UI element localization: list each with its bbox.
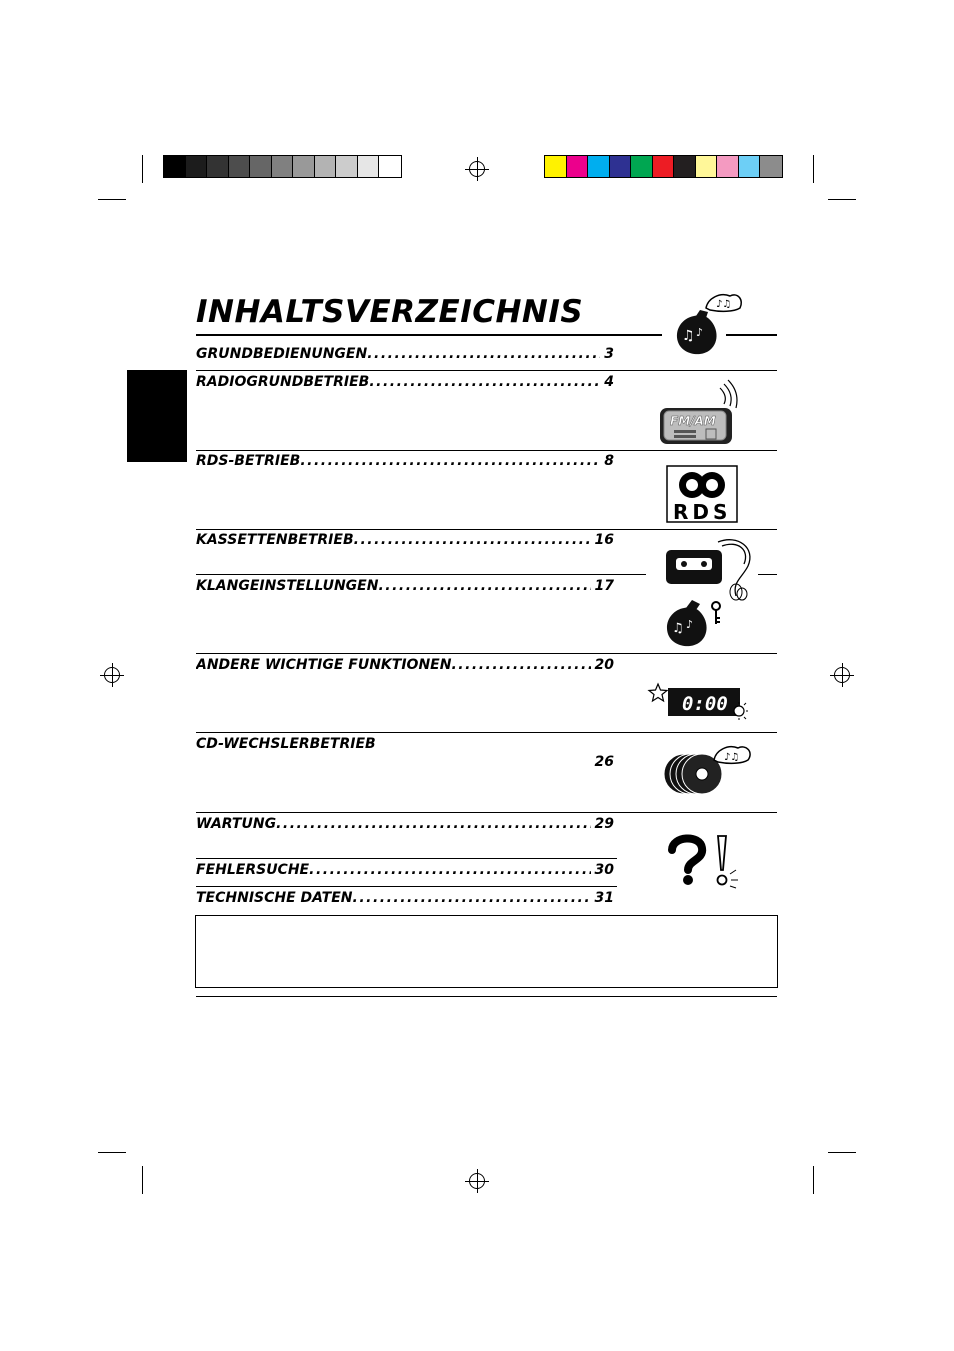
toc-leader xyxy=(353,890,591,906)
color-swatch xyxy=(610,156,632,177)
grayscale-swatch xyxy=(229,156,251,177)
section-divider xyxy=(196,370,777,371)
grayscale-swatch xyxy=(272,156,294,177)
toc-page: 4 xyxy=(604,374,614,390)
grayscale-swatch xyxy=(293,156,315,177)
color-swatch xyxy=(717,156,739,177)
toc-entry-wartung[interactable] xyxy=(196,816,614,832)
section-divider xyxy=(196,653,777,654)
music-bag-icon xyxy=(664,288,754,360)
color-swatch xyxy=(739,156,761,177)
section-divider xyxy=(758,574,777,575)
bottom-rule xyxy=(196,996,777,997)
page-title: INHALTSVERZEICHNIS xyxy=(196,294,584,330)
registration-mark-icon xyxy=(469,1173,485,1189)
color-swatch xyxy=(674,156,696,177)
toc-page: 16 xyxy=(594,532,614,548)
color-swatch xyxy=(696,156,718,177)
toc-entry-rds-betrieb[interactable] xyxy=(196,453,614,469)
toc-page: 30 xyxy=(594,862,614,878)
grayscale-swatch xyxy=(358,156,380,177)
svg-text:♪♫: ♪♫ xyxy=(724,752,740,763)
grayscale-swatch xyxy=(164,156,186,177)
toc-leader xyxy=(300,453,600,469)
music-bag-key-icon xyxy=(662,596,732,652)
toc-entry-radiogrundbetrieb[interactable] xyxy=(196,374,614,390)
color-swatch xyxy=(567,156,589,177)
toc-leader xyxy=(354,532,591,548)
grayscale-swatch xyxy=(336,156,358,177)
toc-label: ANDERE WICHTIGE FUNKTIONEN xyxy=(196,657,452,673)
toc-leader xyxy=(451,657,590,673)
svg-text:♪♫: ♪♫ xyxy=(716,299,732,310)
fm-am-label: FM/AM xyxy=(670,414,716,428)
toc-label: WARTUNG xyxy=(196,816,277,832)
color-swatch xyxy=(760,156,782,177)
toc-page[interactable]: 26 xyxy=(594,754,614,770)
svg-text:♪: ♪ xyxy=(686,618,694,631)
grayscale-swatch xyxy=(379,156,401,177)
toc-entry-cd-wechslerbetrieb[interactable] xyxy=(196,736,614,752)
toc-leader xyxy=(309,862,590,878)
grayscale-swatch xyxy=(207,156,229,177)
crop-mark xyxy=(813,1166,814,1194)
language-tab xyxy=(127,370,187,462)
svg-text:♫: ♫ xyxy=(682,328,695,344)
toc-page: 31 xyxy=(594,890,614,906)
crop-mark xyxy=(98,199,126,200)
crop-mark xyxy=(98,1152,126,1153)
section-divider xyxy=(196,450,777,451)
svg-text:♪: ♪ xyxy=(696,326,704,339)
clock-display-icon xyxy=(648,682,750,722)
toc-leader xyxy=(367,346,600,362)
toc-label: FEHLERSUCHE xyxy=(196,862,310,878)
toc-page: 29 xyxy=(594,816,614,832)
toc-label: GRUNDBEDIENUNGEN xyxy=(196,346,368,362)
section-divider xyxy=(196,732,777,733)
section-divider xyxy=(196,812,777,813)
toc-entry-fehlersuche[interactable] xyxy=(196,862,614,878)
rds-label: RDS xyxy=(673,500,732,524)
toc-entry-andere-wichtige-funktionen[interactable] xyxy=(196,657,614,673)
color-calibration-strip xyxy=(544,155,783,178)
crop-mark xyxy=(142,155,143,183)
registration-mark-icon xyxy=(834,667,850,683)
crop-mark xyxy=(142,1166,143,1194)
toc-page: 20 xyxy=(594,657,614,673)
registration-mark-icon xyxy=(104,667,120,683)
toc-leader xyxy=(276,816,590,832)
color-swatch xyxy=(588,156,610,177)
section-divider xyxy=(196,574,646,575)
toc-label: KASSETTENBETRIEB xyxy=(196,532,354,548)
color-swatch xyxy=(545,156,567,177)
section-divider xyxy=(196,529,777,530)
fm-am-radio-icon xyxy=(658,374,750,448)
toc-page: 17 xyxy=(594,578,614,594)
color-swatch xyxy=(653,156,675,177)
grayscale-swatch xyxy=(315,156,337,177)
toc-label: RADIOGRUNDBETRIEB xyxy=(196,374,370,390)
rds-logo-icon xyxy=(666,465,738,523)
cd-changer-icon xyxy=(662,742,756,802)
section-divider xyxy=(196,886,617,887)
color-swatch xyxy=(631,156,653,177)
grayscale-swatch xyxy=(250,156,272,177)
toc-leader xyxy=(369,374,600,390)
toc-label: CD-WECHSLERBETRIEB xyxy=(196,736,376,752)
toc-entry-klangeinstellungen[interactable] xyxy=(196,578,614,594)
crop-mark xyxy=(828,1152,856,1153)
crop-mark xyxy=(813,155,814,183)
toc-leader xyxy=(378,578,590,594)
toc-page: 3 xyxy=(604,346,614,362)
toc-entry-kassettenbetrieb[interactable] xyxy=(196,532,614,548)
toc-entry-grundbedienungen[interactable] xyxy=(196,346,614,362)
clock-label: 0:00 xyxy=(682,693,728,715)
toc-entry-technische-daten[interactable] xyxy=(196,890,614,906)
grayscale-calibration-strip xyxy=(163,155,402,178)
toc-label: RDS-BETRIEB xyxy=(196,453,301,469)
svg-text:♫: ♫ xyxy=(672,621,684,636)
title-rule xyxy=(196,334,662,336)
section-divider xyxy=(196,858,617,859)
toc-page: 8 xyxy=(604,453,614,469)
registration-mark-icon xyxy=(469,161,485,177)
toc-label: TECHNISCHE DATEN xyxy=(196,890,353,906)
grayscale-swatch xyxy=(186,156,208,177)
toc-label: KLANGEINSTELLUNGEN xyxy=(196,578,379,594)
question-exclamation-icon xyxy=(666,832,742,888)
crop-mark xyxy=(828,199,856,200)
notice-box xyxy=(195,915,778,988)
